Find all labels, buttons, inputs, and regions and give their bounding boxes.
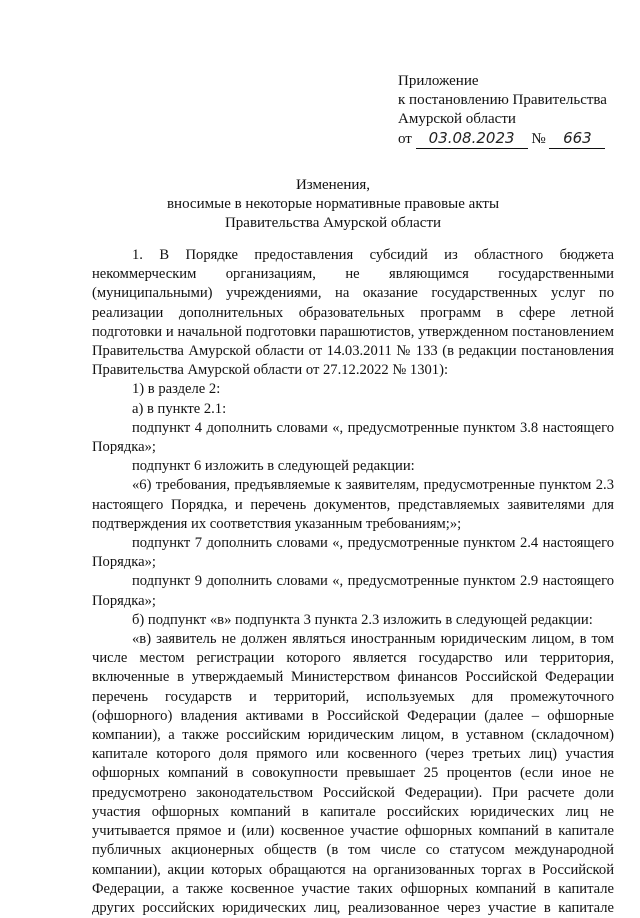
handwritten-number: 663 (549, 129, 605, 149)
number-sign: № (531, 131, 546, 147)
title-line-3: Правительства Амурской области (224, 215, 442, 231)
annex-reference: к постановлению Правительства (398, 92, 607, 108)
paragraph-point-2-1: а) в пункте 2.1: (132, 400, 227, 417)
annex-date-number (398, 129, 628, 149)
paragraph-item-1: 1. В Порядке предоставления субсидий из областного бюджета некоммерческим организациям, не являющимся государственными (муниципальными) учреждениями, на оказание государственных услуг по реализации дополнительных образовательных программ в сфере летной подготовки и начальной подготовки парашютистов, утвержденном постановлением Правительства Амурской области от 14.03.2011 № 133 (в редакции постановления Правительства Амурской области от 27.12.2022 № 1301): (92, 247, 614, 379)
paragraph-subpoint-6: подпункт 6 изложить в следующей редакции: (132, 458, 415, 475)
paragraph-subpoint-6-text: «6) требования, предъявляемые к заявителям, предусмотренные пунктом 2.3 настоящего Порядка, и перечень документов, представляемых заявителями для подтверждения их соответствия указанным требованиям;»; (92, 477, 614, 532)
paragraph-section-2: 1) в разделе 2: (132, 381, 221, 398)
annex-region: Амурской области (398, 111, 516, 127)
paragraph-point-2-3: б) подпункт «в» подпункта 3 пункта 2.3 изложить в следующей редакции: (132, 611, 593, 628)
document-body (92, 246, 614, 918)
paragraph-subpoint-9: подпункт 9 дополнить словами «, предусмотренные пунктом 2.9 настоящего Порядка»; (92, 573, 614, 609)
handwritten-date: 03.08.2023 (416, 129, 528, 149)
paragraph-subpoint-v-text: «в) заявитель не должен являться иностранным юридическим лицом, в том числе местом регистрации которого является государство или территория, включенные в утверждаемый Министерством финансов Российской Федерации перечень государств и территорий, используемых для промежуточного (офшорного) владения активами в Российской Федерации (далее – офшорные компании), а также российским юридическим лицом, в уставном (складочном) капитале которого доля прямого или косвенного (через третьих лиц) участия офшорных компаний в совокупности превышает 25 процентов (если иное не предусмотрено законодательством Российской Федерации). При расчете доли участия офшорных компаний в капитале российских юридических лиц не учитывается прямое и (или) косвенное участие офшорных компаний в капитале публичных акционерных обществ (в том числе со статусом международной компании), акции которых обращаются на организованных торгах в Российской Федерации, а также косвенное участие таких офшорных компаний в капитале других российских юридических лиц, реализованное через участие в капитале (92, 631, 614, 916)
title-line-1: Изменения, (295, 177, 371, 193)
paragraph-subpoint-7: подпункт 7 дополнить словами «, предусмотренные пунктом 2.4 настоящего Порядка»; (92, 535, 614, 571)
title-line-2: вносимые в некоторые нормативные правовые акты (166, 196, 500, 212)
document-title (96, 176, 570, 233)
annex-header (398, 72, 628, 149)
date-prefix: от (398, 131, 412, 147)
paragraph-subpoint-4: подпункт 4 дополнить словами «, предусмотренные пунктом 3.8 настоящего Порядка»; (92, 419, 614, 456)
annex-title: Приложение (398, 73, 479, 89)
